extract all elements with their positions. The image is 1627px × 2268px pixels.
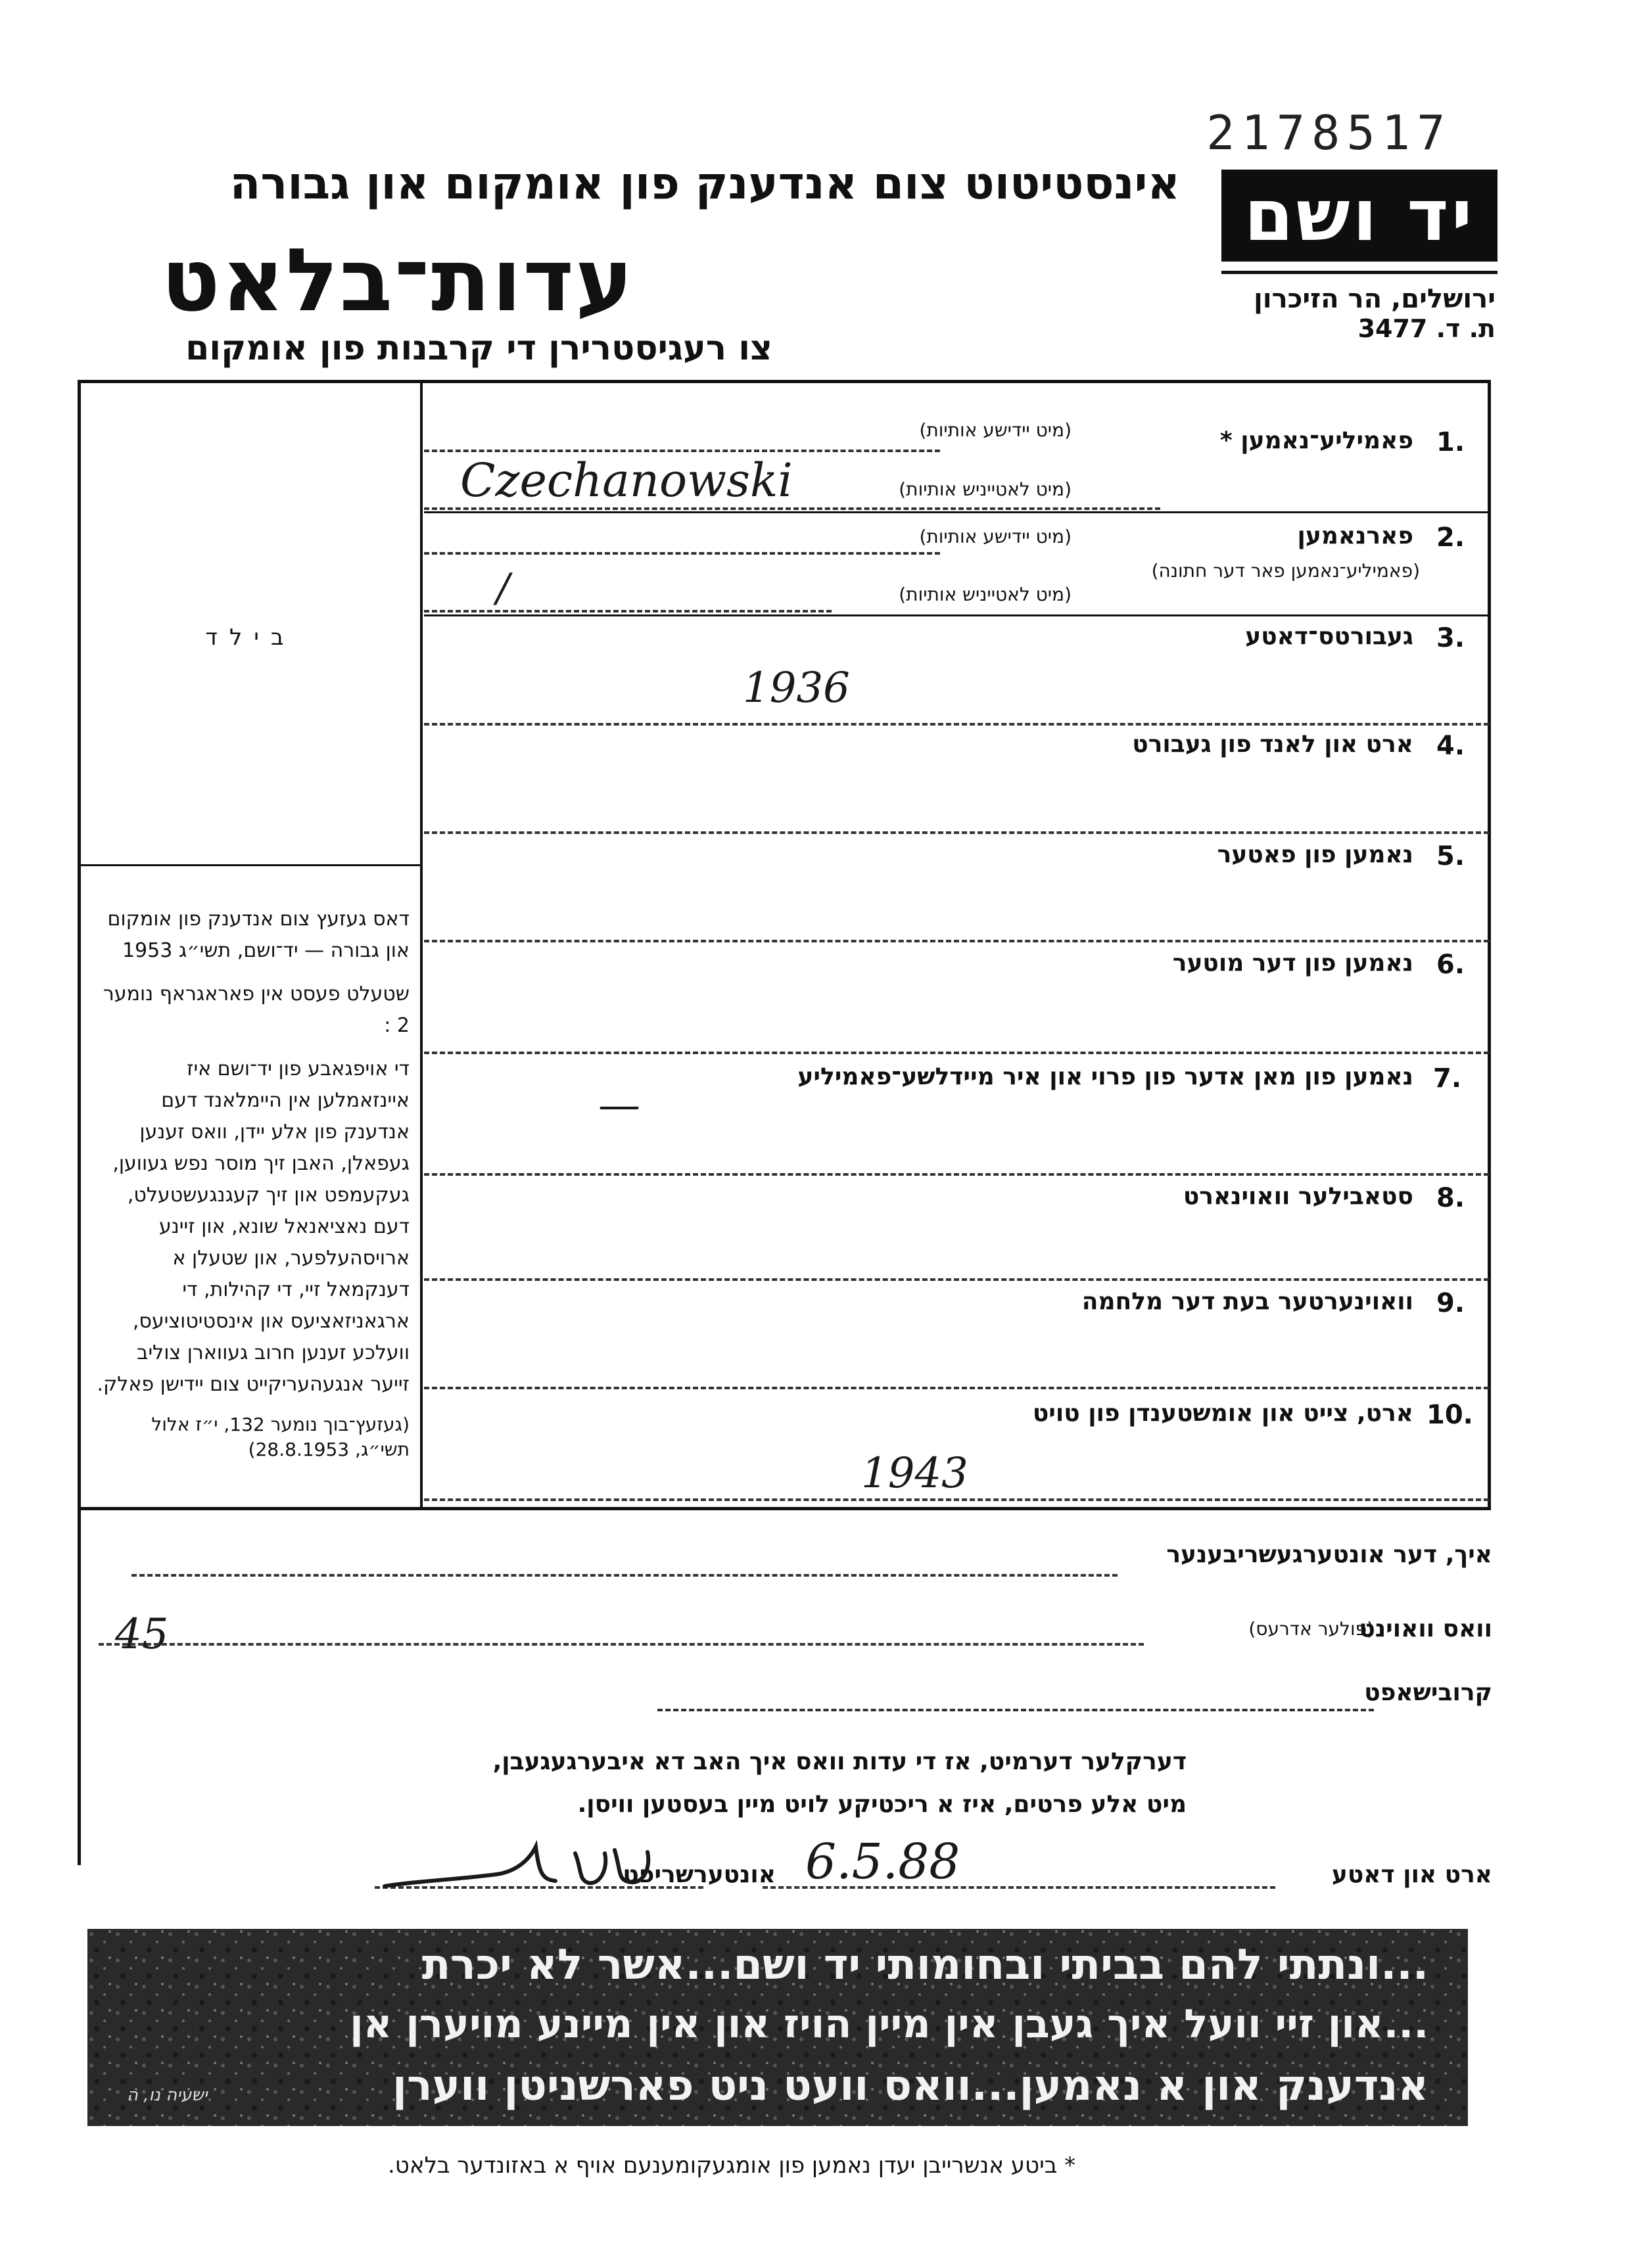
field-10-number: 10.	[1427, 1400, 1473, 1430]
field-9-label: וואוינערטער בעת דער מלחמה	[1081, 1288, 1413, 1315]
law-paragraph-ref: שטעלט פעסט אין פאראגראף נומער 2 :	[103, 983, 410, 1037]
photo-divider	[80, 864, 421, 866]
place-date-label: ארט און דאטע	[1331, 1861, 1492, 1888]
signature-scribble	[378, 1834, 661, 1906]
form-subtitle: צו רעגיסטרירן די קרבנות פון אומקום	[185, 329, 772, 368]
field-2-label: פארנאמען	[1297, 522, 1413, 549]
pobox-line: ת. ד. 3477	[1357, 314, 1496, 343]
date-value: 6.5.88	[805, 1834, 960, 1890]
address-label: וואס וואוינט	[1359, 1615, 1492, 1642]
field-1-latin-line	[424, 507, 1160, 510]
field-5-divider	[424, 940, 1489, 942]
record-number: 2178517	[1206, 105, 1452, 160]
witness-name-line	[131, 1574, 1118, 1577]
address-house-number: 45	[115, 1610, 169, 1659]
field-3-number: 3.	[1436, 623, 1465, 653]
field-7-value: —	[598, 1081, 640, 1130]
field-7-divider	[424, 1173, 1489, 1176]
field-2-value-latin: /	[496, 565, 510, 611]
banner-source: ישעיה נו, ה	[127, 2085, 208, 2105]
field-9-divider	[424, 1387, 1489, 1389]
field-5-number: 5.	[1436, 841, 1465, 871]
address-hint: (פולער אדרעס)	[1248, 1618, 1374, 1640]
field-6-label: נאמען פון דער מוטער	[1172, 950, 1413, 977]
banner-line-2: ...און זיי וועל איך געבן אין מיין הויז און אין מיינע מויערן אן	[350, 2001, 1428, 2047]
law-intro: דאס געזעץ צום אנדענק פון אומקום און גבורה — יד־ושם, תשי״ג 1953	[107, 908, 410, 962]
field-1-yiddish-line	[424, 450, 940, 452]
witness-label: איך, דער אונטערגעשריבענער	[1166, 1541, 1492, 1568]
field-4-divider	[424, 831, 1489, 834]
bottom-area-border	[78, 1510, 81, 1865]
field-10-label: ארט, צייט און אומשטענדן פון טויט	[1032, 1400, 1413, 1427]
field-1-divider	[424, 511, 1489, 513]
logo-text: יד ושם	[1244, 174, 1475, 257]
banner-line-3: אנדענק און א נאמען...וואס וועט ניט פארשניטן ווערן	[392, 2062, 1428, 2110]
banner-line-1: ...ונתתי להם בביתי ובחומותי יד ושם...אשר לא יכרת	[421, 1941, 1428, 1989]
field-8-label: סטאבילער וואוינארט	[1183, 1183, 1413, 1210]
field-4-number: 4.	[1436, 731, 1465, 761]
field-9-number: 9.	[1436, 1288, 1465, 1318]
quote-banner	[87, 1929, 1468, 2126]
field-6-divider	[424, 1052, 1489, 1054]
field-7-label: נאמען פון מאן אדער פון פרוי און איר מיידלשע־פאמיליע	[797, 1063, 1413, 1090]
law-citation: (געזעץ־בוך נומער 132, י״ז אלול תשי״ג, 28.8.1953)	[151, 1414, 410, 1460]
field-4-label: ארט און לאנד פון געבורט	[1132, 731, 1413, 758]
field-10-divider	[424, 1498, 1489, 1501]
address-line: ירושלים, הר הזיכרון	[1254, 284, 1496, 314]
field-3-label: געבורטס־דאטע	[1245, 623, 1413, 650]
logo-underline	[1221, 271, 1497, 274]
field-2-sublabel: (פאמיליע־נאמען פאר דער חתונה)	[1151, 560, 1420, 582]
field-2-divider	[424, 614, 1489, 616]
field-8-divider	[424, 1278, 1489, 1281]
place-date-line	[763, 1886, 1275, 1889]
field-2-hint-yiddish: (מיט יידישע אותיות)	[919, 526, 1072, 547]
institute-title: אינסטיטוט צום אנדענק פון אומקום און גבורה	[229, 158, 1180, 210]
field-2-latin-line	[424, 610, 832, 613]
address-line-rule	[99, 1643, 1144, 1646]
field-3-divider	[424, 723, 1489, 726]
field-1-value-latin: Czechanowski	[460, 453, 793, 507]
field-1-hint-latin: (מיט לאטייניש אותיות)	[899, 478, 1072, 500]
photo-label: בילד	[205, 624, 296, 651]
field-6-number: 6.	[1436, 950, 1465, 980]
field-1-number: 1.	[1436, 427, 1465, 457]
field-5-label: נאמען פון פאטער	[1217, 841, 1413, 868]
field-7-number: 7.	[1433, 1063, 1462, 1094]
field-3-value: 1936	[743, 664, 850, 712]
law-text: די אויפגאבע פון יד־ושם איז איינזאמלען אין היימלאנד דעם אנדענק פון אלע יידן, וואס זענען געפאלן, האבן זיך מוסר נפש געווען, געקעמפט און זיך קעגנגעשטעלט, דעם נאציאנאל שונא, און זיינע ארויסהעלפער, און שטעלן א דענקמאל זיי, די קהילות, די ארגאניזאציעס און אינסטיטוציעס, וועלכע זענען חרוב געווארן צוליב זייער אנגעהעריקייט צום יידישן פאלק.	[97, 1057, 410, 1396]
relation-label: קרובישאפט	[1364, 1679, 1492, 1706]
field-2-yiddish-line	[424, 552, 940, 555]
footnote: * ביטע אנשרייבן יעדן נאמען פון אומגעקומענעם אויף א באזונדער בלאט.	[388, 2152, 1076, 2179]
field-1-hint-yiddish: (מיט יידישע אותיות)	[919, 419, 1072, 441]
yad-vashem-logo	[1221, 170, 1497, 262]
field-1-label: פאמיליע־נאמען *	[1219, 427, 1413, 454]
declaration-line-1: דערקלער דערמיט, אז די עדות וואס איך האב דא איבערגעגעבן,	[492, 1748, 1187, 1775]
declaration-line-2: מיט אלע פרטים, איז א ריכטיקע לויט מיין בעסטען וויסן.	[577, 1791, 1187, 1818]
signature-label: אונטערשריפט	[623, 1861, 776, 1888]
field-10-value: 1943	[861, 1449, 968, 1498]
form-title: עדות־בלאט	[161, 230, 634, 331]
field-8-number: 8.	[1436, 1183, 1465, 1213]
field-2-number: 2.	[1436, 522, 1465, 553]
field-2-hint-latin: (מיט לאטייניש אותיות)	[899, 584, 1072, 605]
relation-line	[657, 1709, 1374, 1711]
law-text-block	[95, 904, 410, 1474]
